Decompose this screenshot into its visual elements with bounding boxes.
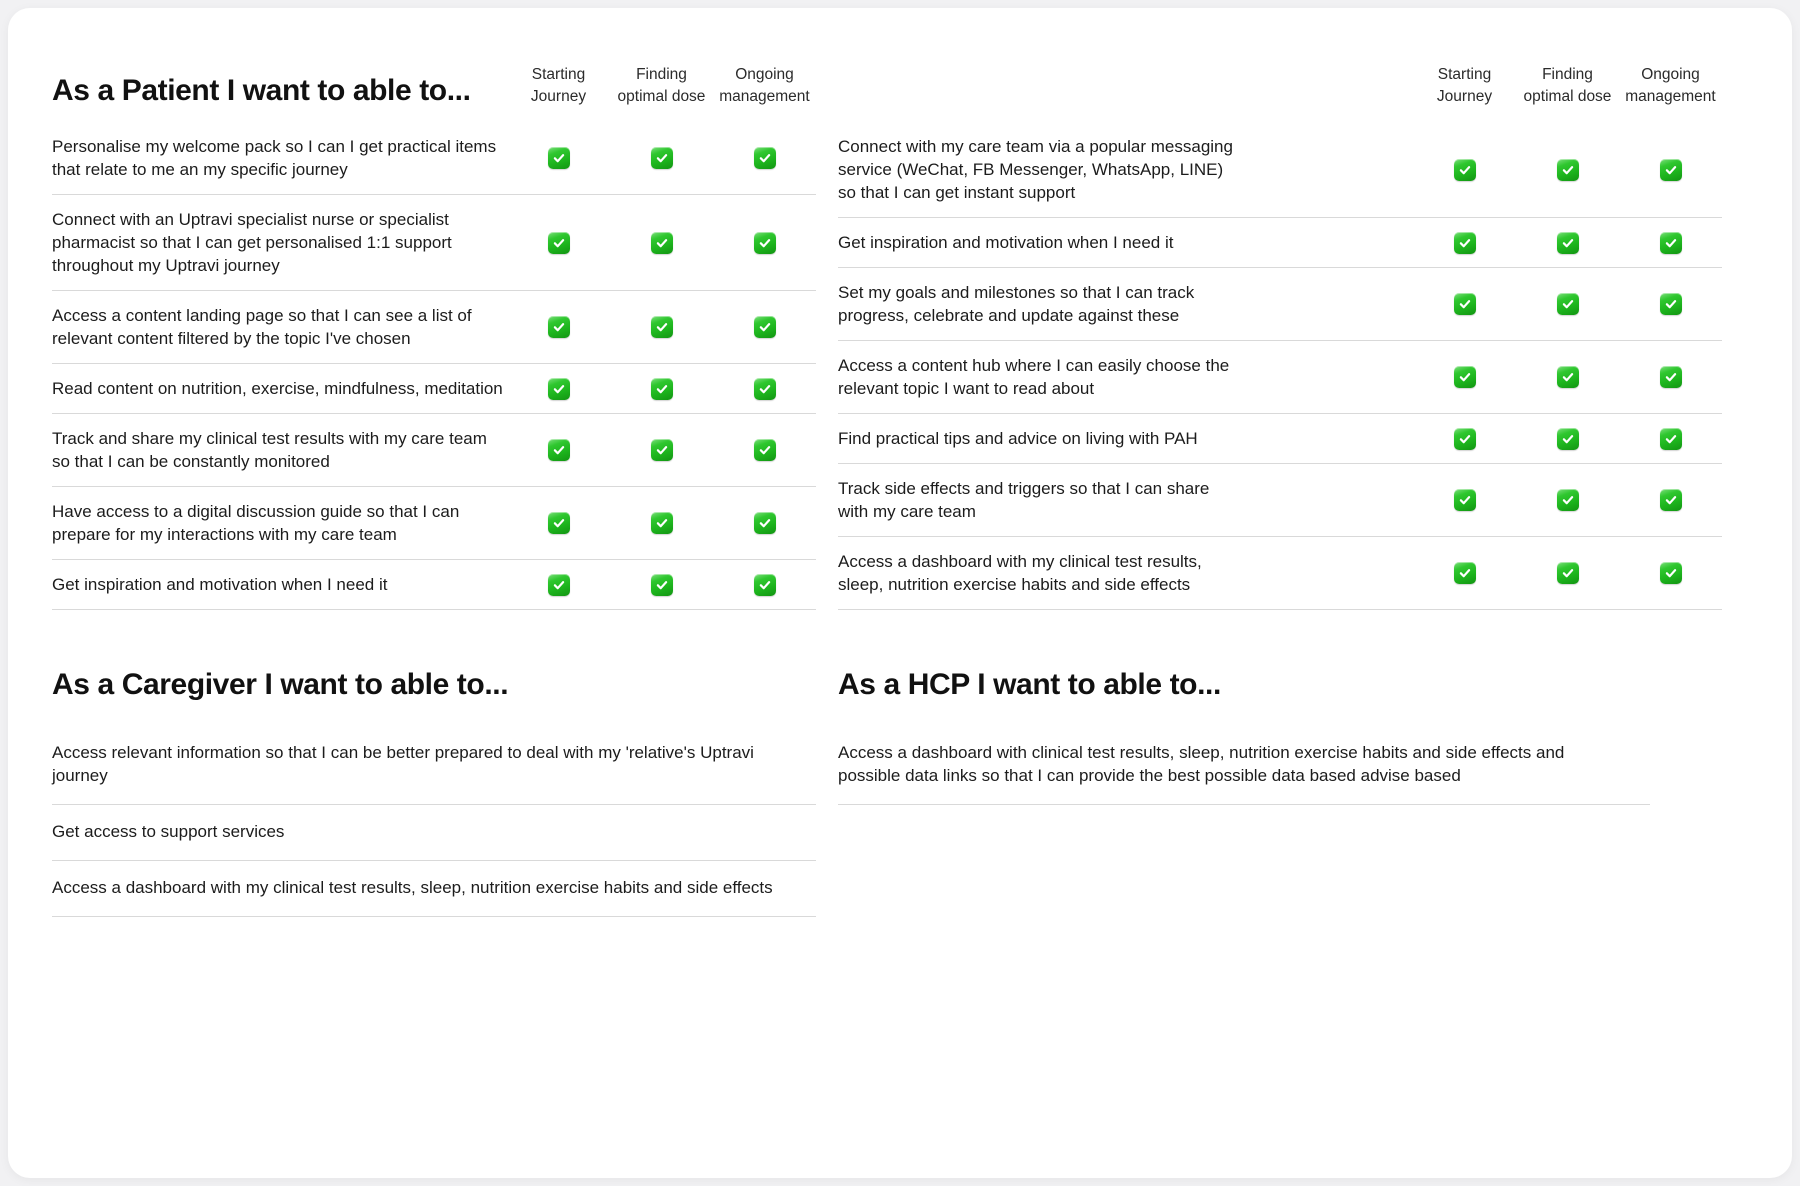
column-header-starting-journey: Starting Journey (530, 66, 587, 105)
page-card (8, 8, 1792, 1178)
check-icon (754, 574, 776, 596)
check-icon (1660, 366, 1682, 388)
check-cell (507, 147, 610, 169)
check-icon (548, 316, 570, 338)
check-icon (1660, 562, 1682, 584)
user-story-text: Have access to a digital discussion guide so that I can prepare for my interactions with my care team (52, 502, 460, 544)
check-cell (610, 316, 713, 338)
page-layout (8, 8, 1792, 917)
user-story-text: Track side effects and triggers so that I can share with my care team (838, 479, 1210, 521)
table-row (52, 414, 816, 487)
check-icon (1557, 366, 1579, 388)
check-icon (754, 439, 776, 461)
check-icon (1557, 489, 1579, 511)
check-icon (651, 574, 673, 596)
user-story-text: Get inspiration and motivation when I need it (838, 233, 1174, 252)
table-row (838, 341, 1722, 414)
check-cell (610, 574, 713, 596)
table-row (838, 218, 1722, 268)
check-cell (713, 439, 816, 461)
user-story-text: Access a content landing page so that I can see a list of relevant content filtered by the topic I've chosen (52, 306, 472, 348)
user-story-text: Read content on nutrition, exercise, mindfulness, meditation (52, 379, 503, 398)
check-icon (1660, 159, 1682, 181)
check-icon (754, 378, 776, 400)
table-row (52, 291, 816, 364)
check-cell (507, 378, 610, 400)
column-header-starting-journey: Starting Journey (1436, 66, 1493, 105)
patient-table-header-right (838, 30, 1722, 122)
table-row (52, 560, 816, 610)
user-story-text: Find practical tips and advice on living with PAH (838, 429, 1198, 448)
check-cell (610, 512, 713, 534)
check-cell (713, 378, 816, 400)
check-cell (1413, 428, 1516, 450)
patient-rows-left (52, 122, 816, 610)
check-cell (1619, 428, 1722, 450)
check-cell (713, 574, 816, 596)
patient-rows-right (838, 122, 1722, 610)
check-icon (1660, 293, 1682, 315)
check-cell (1413, 366, 1516, 388)
check-icon (754, 232, 776, 254)
check-icon (651, 316, 673, 338)
check-cell (1619, 159, 1722, 181)
check-icon (651, 147, 673, 169)
check-icon (1660, 232, 1682, 254)
user-story-text: Access relevant information so that I can be better prepared to deal with my 'relative's Uptravi journey (52, 743, 754, 785)
patient-table-header-left (52, 30, 816, 122)
hcp-items (838, 726, 1722, 805)
table-row (838, 464, 1722, 537)
patient-table-left (52, 30, 816, 917)
check-icon (548, 378, 570, 400)
check-icon (1557, 428, 1579, 450)
check-icon (754, 147, 776, 169)
table-row (52, 122, 816, 195)
check-cell (1413, 489, 1516, 511)
caregiver-section-title: As a Caregiver I want to able to... (52, 668, 509, 701)
check-cell (1413, 232, 1516, 254)
check-icon (1454, 293, 1476, 315)
table-row (52, 364, 816, 414)
check-icon (1454, 366, 1476, 388)
check-icon (1454, 232, 1476, 254)
check-cell (1413, 159, 1516, 181)
check-icon (548, 147, 570, 169)
check-cell (507, 232, 610, 254)
user-story-text: Set my goals and milestones so that I can track progress, celebrate and update against these (838, 283, 1195, 325)
check-cell (1619, 293, 1722, 315)
user-story-text: Access a dashboard with my clinical test results, sleep, nutrition exercise habits and side effects (52, 878, 773, 897)
user-story-text: Access a dashboard with clinical test results, sleep, nutrition exercise habits and side effects and possible data links so that I can provide the best possible data based advise based (838, 743, 1565, 785)
check-cell (1516, 489, 1619, 511)
check-cell (1516, 293, 1619, 315)
check-cell (610, 439, 713, 461)
caregiver-items (52, 726, 816, 917)
list-item (52, 726, 816, 805)
column-header-ongoing-management: Ongoing management (719, 66, 810, 105)
check-icon (1660, 489, 1682, 511)
check-cell (507, 574, 610, 596)
check-icon (754, 316, 776, 338)
list-item (838, 726, 1650, 805)
check-cell (1619, 489, 1722, 511)
user-story-text: Personalise my welcome pack so I can I get practical items that relate to me an my specific journey (52, 137, 497, 179)
check-cell (610, 378, 713, 400)
caregiver-section (52, 668, 816, 917)
check-icon (1454, 562, 1476, 584)
table-row (838, 537, 1722, 610)
check-cell (1516, 159, 1619, 181)
check-icon (1557, 232, 1579, 254)
check-cell (610, 147, 713, 169)
check-cell (1516, 428, 1619, 450)
table-row (838, 122, 1722, 218)
check-icon (651, 512, 673, 534)
user-story-text: Access a content hub where I can easily choose the relevant topic I want to read about (838, 356, 1230, 398)
check-icon (1557, 293, 1579, 315)
user-story-text: Get inspiration and motivation when I need it (52, 575, 388, 594)
check-icon (754, 512, 776, 534)
list-item (52, 861, 816, 917)
check-cell (1516, 232, 1619, 254)
check-cell (1516, 366, 1619, 388)
patient-section-title: As a Patient I want to able to... (52, 74, 471, 107)
check-cell (1619, 232, 1722, 254)
check-icon (1660, 428, 1682, 450)
check-cell (1619, 366, 1722, 388)
user-story-text: Track and share my clinical test results with my care team so that I can be constantly monitored (52, 429, 487, 471)
hcp-section (838, 668, 1722, 805)
check-cell (713, 512, 816, 534)
table-row (838, 414, 1722, 464)
check-icon (651, 439, 673, 461)
check-cell (1516, 562, 1619, 584)
check-icon (1454, 489, 1476, 511)
check-icon (548, 512, 570, 534)
check-icon (1454, 159, 1476, 181)
check-cell (1413, 293, 1516, 315)
check-cell (713, 147, 816, 169)
check-icon (651, 378, 673, 400)
column-header-finding-optimal-dose: Finding optimal dose (1523, 66, 1612, 105)
patient-table-right (838, 30, 1722, 917)
check-icon (1557, 562, 1579, 584)
check-icon (548, 574, 570, 596)
user-story-text: Connect with an Uptravi specialist nurse or specialist pharmacist so that I can get personalised 1:1 support throughout my Uptravi journey (52, 210, 452, 275)
check-icon (548, 439, 570, 461)
check-icon (651, 232, 673, 254)
check-cell (610, 232, 713, 254)
user-story-text: Connect with my care team via a popular messaging service (WeChat, FB Messenger, WhatsApp, LINE) so that I can get instant support (838, 137, 1233, 202)
check-cell (507, 316, 610, 338)
user-story-text: Get access to support services (52, 822, 285, 841)
check-cell (1413, 562, 1516, 584)
check-icon (1557, 159, 1579, 181)
check-icon (548, 232, 570, 254)
check-cell (1619, 562, 1722, 584)
check-icon (1454, 428, 1476, 450)
hcp-section-title: As a HCP I want to able to... (838, 668, 1221, 701)
table-row (52, 487, 816, 560)
check-cell (713, 232, 816, 254)
user-story-text: Access a dashboard with my clinical test results, sleep, nutrition exercise habits and side effects (838, 552, 1202, 594)
column-header-ongoing-management: Ongoing management (1625, 66, 1716, 105)
check-cell (507, 439, 610, 461)
table-row (838, 268, 1722, 341)
check-cell (713, 316, 816, 338)
column-header-finding-optimal-dose: Finding optimal dose (617, 66, 706, 105)
list-item (52, 805, 816, 861)
check-cell (507, 512, 610, 534)
table-row (52, 195, 816, 291)
